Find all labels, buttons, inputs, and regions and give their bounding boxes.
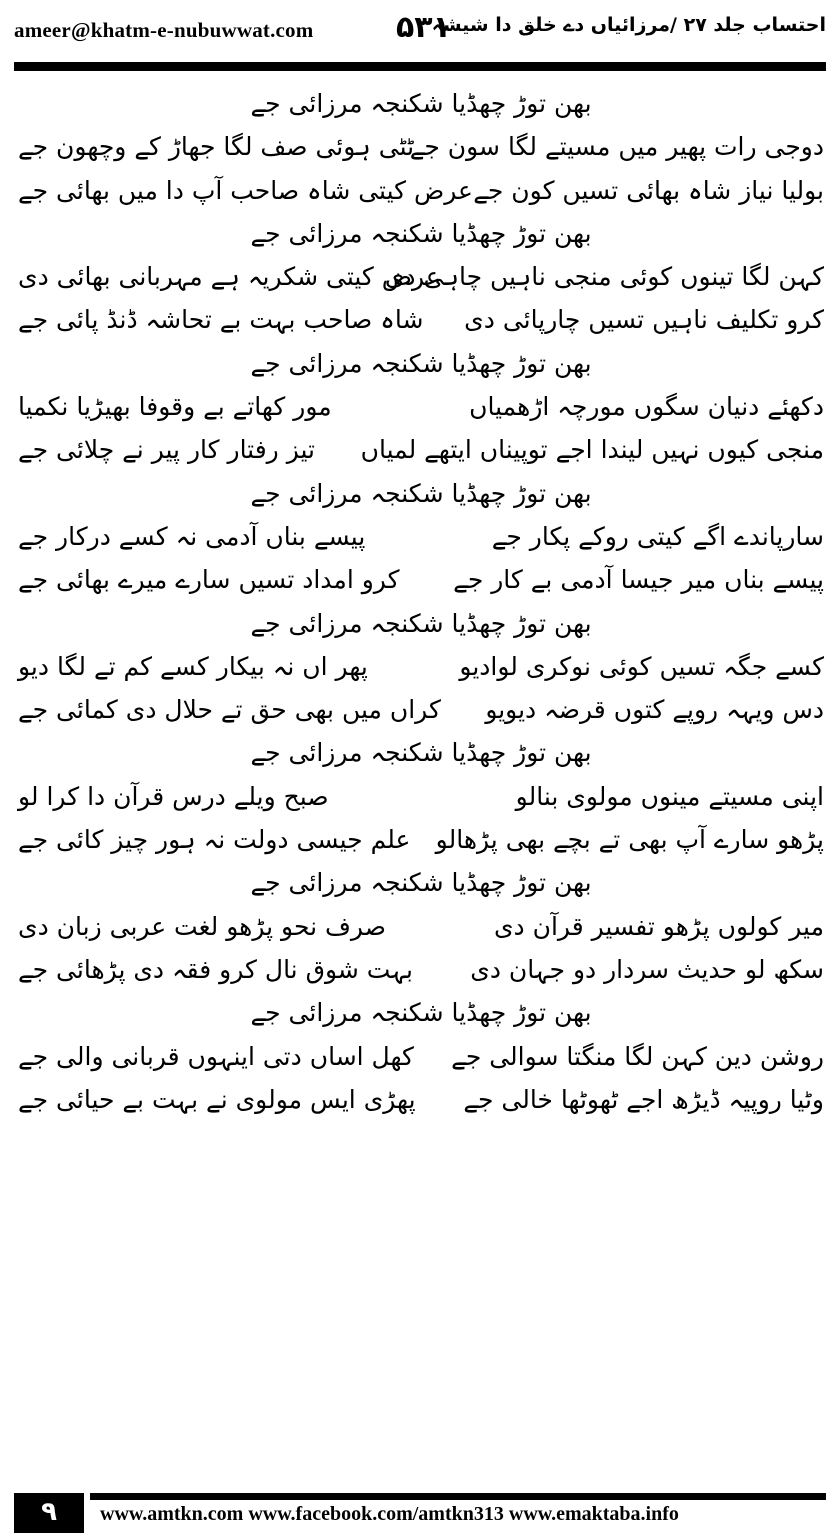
verse-line	[18, 125, 824, 168]
verse-second-half: پیسے بناں آدمی نہ کسے درکار جے	[18, 521, 366, 551]
verse-second-half: عرض کیتی شاہ صاحب آپ دا میں بھائی جے	[18, 175, 473, 205]
poem-body	[18, 82, 824, 1121]
refrain-text: بھن توڑ چھڈیا شکنجہ مرزائی جے	[250, 478, 592, 508]
header-rule	[14, 62, 826, 71]
verse-second-half: تیز رفتار کار پیر نے چلائی جے	[18, 435, 315, 465]
verse-first-half: وٹیا روپیہ ڈیڑھ اجے ٹھوٹھا خالی جے	[463, 1084, 824, 1114]
verse-first-half: اپنی مسیتے مینوں مولوی بنالو	[515, 781, 824, 811]
header-page-number: ۵۳۱	[396, 10, 451, 45]
refrain-text: بھن توڑ چھڈیا شکنجہ مرزائی جے	[250, 348, 592, 378]
footer-rule	[90, 1493, 826, 1500]
verse-line	[18, 169, 824, 212]
verse-first-half: کہن لگا تینوں کوئی منجی ناہیں چاہی دی	[384, 262, 824, 292]
verse-first-half: دس ویہہ روپے کتوں قرضہ دیویو	[485, 695, 824, 725]
verse-second-half: بہت شوق نال کرو فقہ دی پڑھائی جے	[18, 954, 413, 984]
verse-line	[18, 775, 824, 818]
verse-second-half: علم جیسی دولت نہ ہور چیز کائی جے	[18, 825, 411, 855]
refrain-text: بھن توڑ چھڈیا شکنجہ مرزائی جے	[250, 868, 592, 898]
refrain-text: بھن توڑ چھڈیا شکنجہ مرزائی جے	[250, 89, 592, 118]
verse-second-half: شاہ صاحب بہت بے تحاشہ ڈنڈ پائی جے	[18, 305, 424, 335]
refrain-line	[18, 82, 824, 125]
refrain-text: بھن توڑ چھڈیا شکنجہ مرزائی جے	[250, 608, 592, 638]
verse-line	[18, 558, 824, 601]
verse-line	[18, 385, 824, 428]
verse-second-half: صرف نحو پڑھو لغت عربی زبان دی	[18, 911, 386, 941]
verse-line	[18, 905, 824, 948]
refrain-line	[18, 212, 824, 255]
verse-first-half: روشن دین کہن لگا منگتا سوالی جے	[451, 1041, 824, 1071]
verse-second-half: کرو امداد تسیں سارے میرے بھائی جے	[18, 565, 400, 595]
verse-first-half: پڑھو سارے آپ بھی تے بچے بھی پڑھالو	[435, 825, 824, 855]
verse-line	[18, 645, 824, 688]
verse-first-half: دوجی رات پھیر میں مسیتے لگا سون جے	[409, 132, 824, 162]
verse-second-half: ٹٹی ہوئی صف لگا جھاڑ کے وچھون جے	[18, 132, 415, 162]
refrain-line	[18, 472, 824, 515]
verse-second-half: کراں میں بھی حق تے حلال دی کمائی جے	[18, 695, 441, 725]
verse-line	[18, 428, 824, 471]
refrain-text: بھن توڑ چھڈیا شکنجہ مرزائی جے	[250, 218, 592, 248]
page-footer	[14, 1493, 826, 1533]
verse-second-half: کھل اساں دتی اینہوں قربانی والی جے	[18, 1041, 414, 1071]
verse-second-half: مور کھاتے بے وقوفا بھیڑیا نکمیا	[18, 392, 332, 422]
verse-first-half: پیسے بناں میر جیسا آدمی بے کار جے	[453, 565, 824, 595]
verse-first-half: بولیا نیاز شاہ بھائی تسیں کون جے	[473, 175, 824, 205]
footer-number: ۹	[14, 1493, 84, 1533]
refrain-line	[18, 342, 824, 385]
verse-second-half: عرض کیتی شکریہ ہے مہربانی بھائی دی	[18, 262, 441, 292]
refrain-line	[18, 602, 824, 645]
verse-line	[18, 818, 824, 861]
verse-first-half: کسے جگہ تسیں کوئی نوکری لوادیو	[459, 651, 824, 681]
verse-line	[18, 515, 824, 558]
verse-first-half: سارپاندے اگے کیتی روکے پکار جے	[491, 521, 824, 551]
refrain-line	[18, 861, 824, 904]
verse-first-half: کرو تکلیف ناہیں تسیں چارپائی دی	[464, 305, 824, 335]
footer-urls: www.amtkn.com www.facebook.com/amtkn313 www.emaktaba.info	[100, 1503, 679, 1525]
verse-second-half: پھر اں نہ بیکار کسے کم تے لگا دیو	[18, 651, 368, 681]
verse-line	[18, 948, 824, 991]
verse-first-half: سکھ لو حدیث سردار دو جہان دی	[470, 954, 824, 984]
running-title: احتساب جلد ۲۷ /مرزائیاں دے خلق دا شیشہ	[431, 14, 826, 36]
verse-line	[18, 298, 824, 341]
verse-line	[18, 688, 824, 731]
page-header	[14, 8, 826, 54]
header-email: ameer@khatm-e-nubuwwat.com	[14, 18, 314, 42]
verse-first-half: میر کولوں پڑھو تفسیر قرآن دی	[493, 911, 824, 941]
verse-line	[18, 255, 824, 298]
verse-second-half: صبح ویلے درس قرآن دا کرا لو	[18, 781, 329, 811]
refrain-line	[18, 991, 824, 1034]
verse-first-half: دکھئے دنیان سگوں مورچہ اڑھمیاں	[469, 392, 824, 422]
refrain-text: بھن توڑ چھڈیا شکنجہ مرزائی جے	[250, 738, 592, 768]
verse-second-half: پھڑی ایس مولوی نے بہت بے حیائی جے	[18, 1084, 416, 1114]
verse-line	[18, 1078, 824, 1121]
refrain-line	[18, 731, 824, 774]
verse-first-half: منجی کیوں نہیں لیندا اجے توپیناں ایتھے لمیاں	[360, 435, 824, 465]
refrain-text: بھن توڑ چھڈیا شکنجہ مرزائی جے	[250, 998, 592, 1028]
verse-line	[18, 1035, 824, 1078]
